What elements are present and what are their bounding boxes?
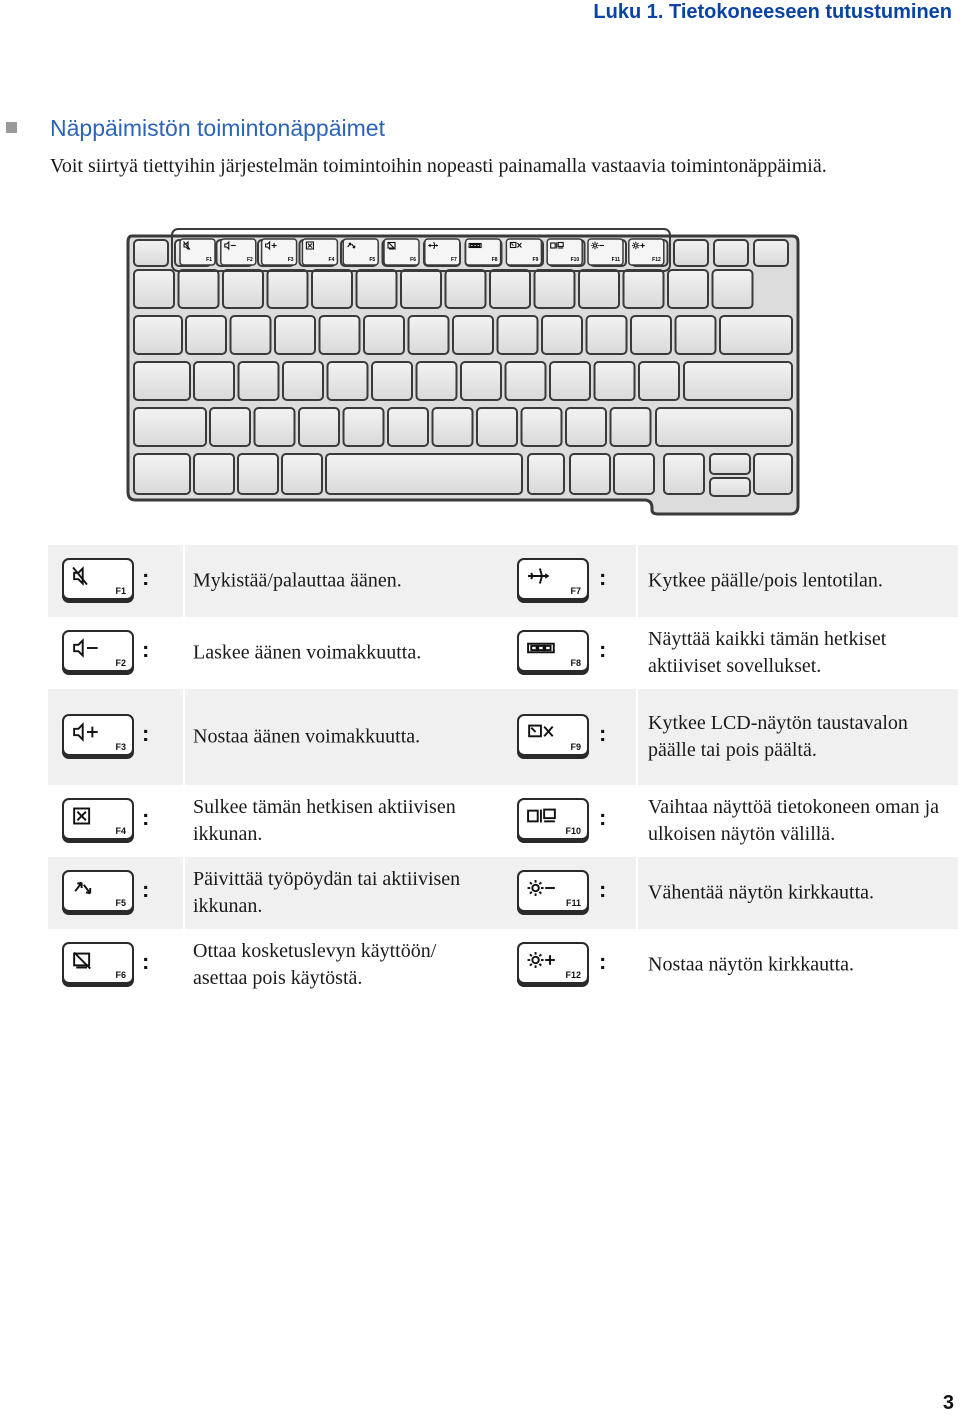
- keyboard-key: [357, 270, 397, 308]
- fkey-label: F8: [491, 257, 498, 263]
- keyboard-key: [528, 454, 564, 494]
- function-key-label: F12: [565, 970, 581, 980]
- fkey-label: F12: [652, 257, 661, 263]
- separator-colon: :: [142, 565, 150, 590]
- function-key-label: F1: [115, 586, 126, 596]
- keyboard-key: [239, 362, 279, 400]
- column-divider: [183, 785, 185, 857]
- function-key-label: F3: [115, 742, 126, 752]
- display-switch-icon: [527, 806, 557, 826]
- fkey-label: F4: [328, 257, 335, 263]
- function-key-f6: [62, 942, 134, 984]
- fkey-label: F10: [570, 257, 580, 263]
- keyboard-fkey-f4: [302, 239, 337, 265]
- function-key-label: F10: [565, 826, 581, 836]
- keyboard-key: [388, 408, 428, 446]
- chapter-header: Luku 1. Tietokoneeseen tutustuminen: [593, 1, 952, 23]
- keyboard-fkey-f7: [425, 239, 460, 265]
- mute-icon: [72, 566, 102, 586]
- section-title: Näppäimistön toimintonäppäimet: [50, 115, 385, 141]
- keyboard-key: [477, 408, 517, 446]
- keyboard-key: [490, 270, 530, 308]
- keyboard-key: [498, 316, 538, 354]
- function-description: Nostaa näytön kirkkautta.: [648, 953, 855, 976]
- column-divider: [183, 857, 185, 929]
- keyboard-key: [624, 270, 664, 308]
- function-key-f3: [62, 714, 134, 756]
- keyboard-key: [194, 362, 234, 400]
- keyboard-key: [668, 270, 708, 308]
- function-key-f10: [517, 798, 589, 840]
- separator-colon: :: [142, 721, 150, 746]
- keyboard-key: [238, 454, 278, 494]
- function-entry-f1: [48, 545, 503, 617]
- keyboard-key: [453, 316, 493, 354]
- keyboard-key: [566, 408, 606, 446]
- keyboard-key: [674, 240, 708, 266]
- column-divider: [636, 785, 638, 857]
- column-divider: [183, 545, 185, 617]
- close-window-icon: [72, 806, 102, 826]
- keyboard-key: [579, 270, 619, 308]
- function-key-label: F2: [115, 658, 126, 668]
- function-row: [48, 785, 958, 857]
- separator-colon: :: [142, 637, 150, 662]
- keyboard-key: [328, 362, 368, 400]
- keyboard-key: [372, 362, 412, 400]
- keyboard-key: [275, 316, 315, 354]
- keyboard-key: [595, 362, 635, 400]
- keyboard-key: [720, 316, 792, 354]
- fkey-label: F2: [246, 257, 253, 263]
- column-divider: [183, 689, 185, 785]
- fkey-label: F1: [206, 257, 212, 263]
- function-entry-f11: [503, 857, 958, 929]
- fkey-label: F6: [410, 257, 416, 263]
- keyboard-key: [344, 408, 384, 446]
- function-row: [48, 689, 958, 785]
- keyboard-key: [461, 362, 501, 400]
- function-key-f12: [517, 942, 589, 984]
- keyboard-fkey-f9: [506, 239, 541, 265]
- keyboard-key: [417, 362, 457, 400]
- keyboard-fkey-f1: [180, 239, 215, 265]
- intro-paragraph: Voit siirtyä tiettyihin järjestelmän toimintoihin nopeasti painamalla vastaavia toimintonäppäimiä.: [50, 155, 827, 177]
- function-entry-f4: [48, 785, 503, 857]
- function-key-f2: [62, 630, 134, 672]
- fkey-label: F11: [611, 257, 620, 263]
- function-description: Kytkee LCD-näytön taustavalon päälle tai pois päältä.: [648, 712, 908, 761]
- keyboard-fkey-f3: [262, 239, 297, 265]
- backlight-off-icon: [527, 722, 557, 742]
- keyboard-fkey-f11: [588, 239, 623, 265]
- keyboard-key: [409, 316, 449, 354]
- separator-colon: :: [142, 805, 150, 830]
- keyboard-key: [676, 316, 716, 354]
- keyboard-key: [587, 316, 627, 354]
- keyboard-key: [570, 454, 610, 494]
- separator-colon: :: [599, 949, 607, 974]
- section-bullet: [6, 122, 17, 133]
- volume-up-icon: [72, 722, 102, 742]
- brightness-up-icon: [527, 950, 557, 970]
- keyboard-fkey-f2: [221, 239, 256, 265]
- keyboard-key: [326, 454, 522, 494]
- keyboard-key: [255, 408, 295, 446]
- keyboard-key: [631, 316, 671, 354]
- function-key-f1: [62, 558, 134, 600]
- function-key-f7: [517, 558, 589, 600]
- keyboard-key: [684, 362, 792, 400]
- keyboard-key: [210, 408, 250, 446]
- function-row: [48, 929, 958, 1001]
- keyboard-key: [223, 270, 263, 308]
- keyboard-key: [320, 316, 360, 354]
- keyboard-key: [231, 316, 271, 354]
- column-divider: [636, 689, 638, 785]
- keyboard-key: [186, 316, 226, 354]
- function-key-label: F6: [115, 970, 126, 980]
- keyboard-key: [611, 408, 651, 446]
- function-key-table: [48, 545, 958, 1001]
- keyboard-key: [710, 454, 750, 474]
- keyboard-key: [134, 270, 174, 308]
- airplane-icon: [527, 566, 557, 586]
- column-divider: [183, 617, 185, 689]
- column-divider: [183, 929, 185, 1001]
- keyboard-key: [401, 270, 441, 308]
- function-entry-f6: [48, 929, 503, 1001]
- separator-colon: :: [142, 877, 150, 902]
- app-switch-icon: [527, 638, 557, 658]
- keyboard-fkey-f6: [384, 239, 419, 265]
- keyboard-key: [656, 408, 792, 446]
- function-key-f8: [517, 630, 589, 672]
- keyboard-key: [664, 454, 704, 494]
- function-description: Näyttää kaikki tämän hetkiset aktiiviset sovellukset.: [648, 628, 887, 677]
- function-description: Mykistää/palauttaa äänen.: [193, 569, 402, 592]
- keyboard-key: [134, 240, 168, 266]
- function-entry-f3: [48, 689, 503, 785]
- keyboard-key: [713, 270, 753, 308]
- keyboard-key: [754, 240, 788, 266]
- keyboard-key: [134, 316, 182, 354]
- fkey-label: F7: [450, 257, 457, 263]
- function-entry-f7: [503, 545, 958, 617]
- keyboard-key: [179, 270, 219, 308]
- separator-colon: :: [599, 877, 607, 902]
- function-description: Ottaa kosketuslevyn käyttöön/ asettaa pois käytöstä.: [193, 940, 437, 989]
- keyboard-key: [299, 408, 339, 446]
- keyboard-key: [550, 362, 590, 400]
- function-key-f9: [517, 714, 589, 756]
- function-description: Vähentää näytön kirkkautta.: [648, 881, 875, 904]
- column-divider: [636, 857, 638, 929]
- function-key-label: F7: [570, 586, 581, 596]
- keyboard-key: [364, 316, 404, 354]
- function-description: Sulkee tämän hetkisen aktiivisen ikkunan.: [193, 796, 456, 845]
- keyboard-key: [194, 454, 234, 494]
- keyboard-key: [312, 270, 352, 308]
- keyboard-key: [134, 408, 206, 446]
- function-entry-f2: [48, 617, 503, 689]
- function-key-label: F8: [570, 658, 581, 668]
- separator-colon: :: [142, 949, 150, 974]
- separator-colon: :: [599, 805, 607, 830]
- function-entry-f10: [503, 785, 958, 857]
- keyboard-key: [710, 478, 750, 496]
- refresh-icon: [72, 878, 102, 898]
- column-divider: [636, 545, 638, 617]
- function-row: [48, 545, 958, 617]
- function-key-label: F11: [565, 898, 581, 908]
- column-divider: [636, 929, 638, 1001]
- keyboard-key: [283, 362, 323, 400]
- keyboard-diagram: [126, 228, 802, 516]
- function-key-label: F5: [115, 898, 126, 908]
- keyboard-fkey-f12: [629, 239, 664, 265]
- keyboard-key: [506, 362, 546, 400]
- keyboard-key: [522, 408, 562, 446]
- fkey-label: F5: [369, 257, 376, 263]
- fkey-label: F9: [532, 257, 539, 263]
- keyboard-key: [282, 454, 322, 494]
- touchpad-toggle-icon: [72, 950, 102, 970]
- brightness-down-icon: [527, 878, 557, 898]
- column-divider: [636, 617, 638, 689]
- function-description: Nostaa äänen voimakkuutta.: [193, 725, 421, 748]
- function-entry-f8: [503, 617, 958, 689]
- function-row: [48, 857, 958, 929]
- function-key-label: F9: [570, 742, 581, 752]
- function-description: Päivittää työpöydän tai aktiivisen ikkunan.: [193, 868, 461, 917]
- function-entry-f9: [503, 689, 958, 785]
- function-description: Laskee äänen voimakkuutta.: [193, 641, 422, 664]
- function-entry-f12: [503, 929, 958, 1001]
- keyboard-key: [542, 316, 582, 354]
- keyboard-key: [714, 240, 748, 266]
- keyboard-key: [614, 454, 654, 494]
- keyboard-key: [433, 408, 473, 446]
- function-description: Vaihtaa näyttöä tietokoneen oman ja ulkoisen näytön välillä.: [648, 796, 940, 845]
- keyboard-key: [639, 362, 679, 400]
- keyboard-fkey-f10: [547, 239, 582, 265]
- separator-colon: :: [599, 565, 607, 590]
- keyboard-key: [134, 362, 190, 400]
- keyboard-key: [446, 270, 486, 308]
- keyboard-key: [268, 270, 308, 308]
- function-row: [48, 617, 958, 689]
- function-key-f11: [517, 870, 589, 912]
- keyboard-fkey-f5: [343, 239, 378, 265]
- fkey-label: F3: [287, 257, 294, 263]
- function-key-f4: [62, 798, 134, 840]
- function-description: Kytkee päälle/pois lentotilan.: [648, 569, 883, 592]
- keyboard-key: [535, 270, 575, 308]
- keyboard-fkey-f8: [466, 239, 501, 265]
- separator-colon: :: [599, 637, 607, 662]
- function-entry-f5: [48, 857, 503, 929]
- function-key-f5: [62, 870, 134, 912]
- page-number: 3: [942, 1392, 954, 1414]
- keyboard-key: [754, 454, 792, 494]
- keyboard-key: [134, 454, 190, 494]
- function-key-label: F4: [115, 826, 126, 836]
- volume-down-icon: [72, 638, 102, 658]
- separator-colon: :: [599, 721, 607, 746]
